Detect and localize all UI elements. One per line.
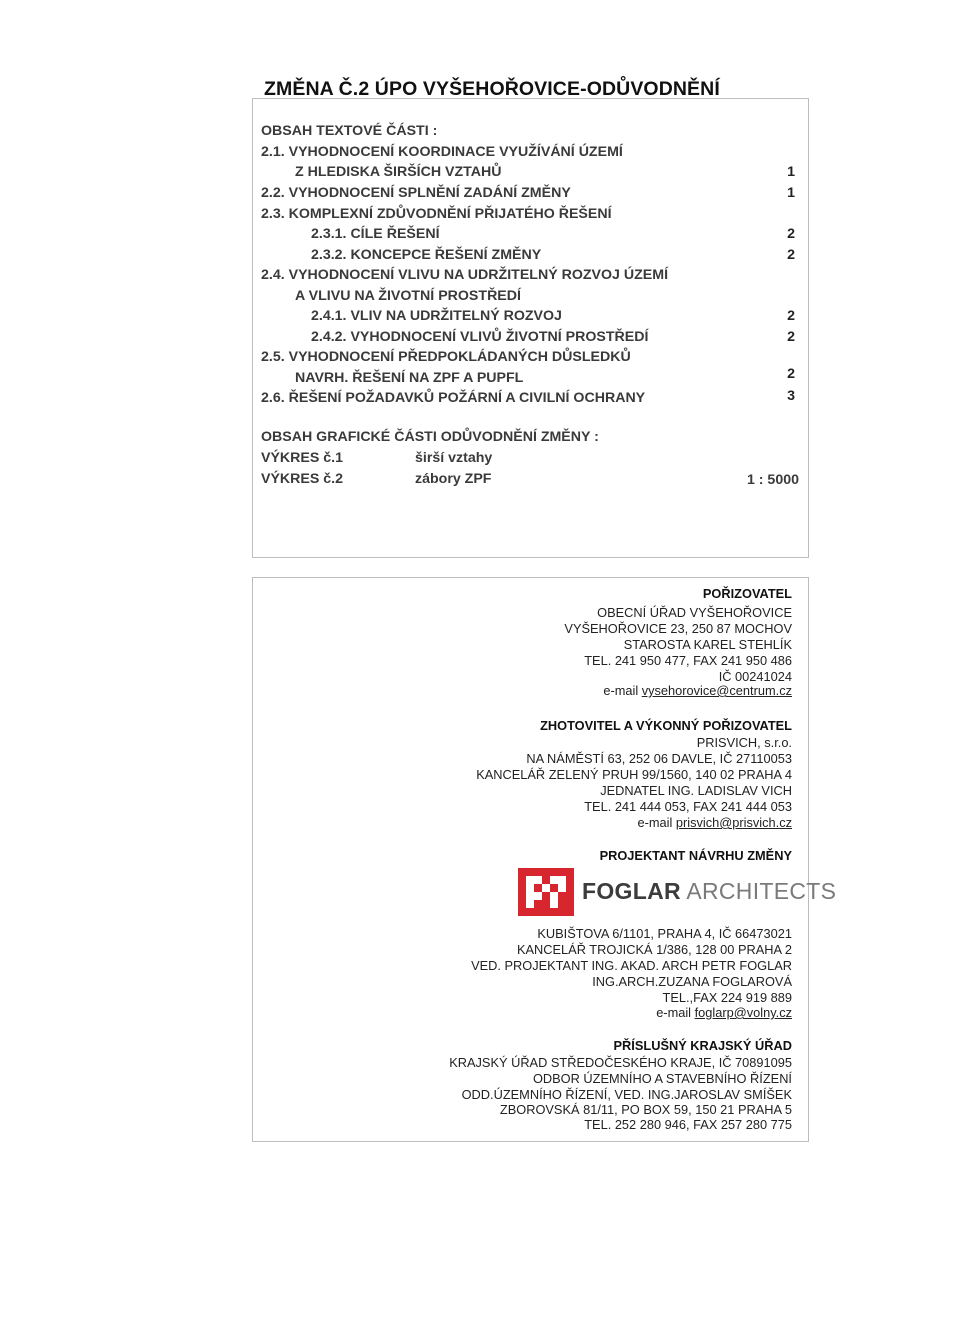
designer-line: KUBIŠTOVA 6/1101, PRAHA 4, IČ 66473021	[537, 926, 792, 941]
regional-office-heading: PŘÍSLUŠNÝ KRAJSKÝ ÚŘAD	[613, 1038, 792, 1053]
toc-box	[252, 98, 809, 558]
regional-office-line: ZBOROVSKÁ 81/11, PO BOX 59, 150 21 PRAHA 5	[499, 1102, 792, 1117]
regional-office-line: TEL. 252 280 946, FAX 257 280 775	[584, 1117, 792, 1132]
logo-text: FOGLAR ARCHITECTS	[582, 878, 837, 904]
contacts-box	[252, 577, 837, 1142]
toc-item: 2.5. VYHODNOCENÍ PŘEDPOKLÁDANÝCH DŮSLEDKŮ	[261, 349, 631, 365]
contractor-line: TEL. 241 444 053, FAX 241 444 053	[584, 799, 792, 814]
designer-line: TEL.,FAX 224 919 889	[662, 990, 792, 1005]
contractor-heading: ZHOTOVITEL A VÝKONNÝ POŘIZOVATEL	[540, 718, 792, 733]
contractor-line: JEDNATEL ING. LADISLAV VICH	[600, 783, 792, 798]
drawing-name: zábory ZPF	[415, 471, 492, 487]
toc-item: 2.3.1. CÍLE ŘEŠENÍ 2	[311, 226, 795, 242]
acquirer-email-row: e-mail vysehorovice@centrum.cz	[603, 683, 792, 698]
toc-item: 2.6. ŘEŠENÍ POŽADAVKŮ POŽÁRNÍ A CIVILNÍ OCHRANY 3	[261, 388, 795, 406]
contractor-line: PRISVICH, s.r.o.	[696, 735, 792, 750]
toc-item: Z HLEDISKA ŠIRŠÍCH VZTAHŮ 1	[295, 164, 795, 180]
drawing-label: VÝKRES č.2	[261, 471, 344, 487]
designer-email-link[interactable]: foglarp@volny.cz	[694, 1005, 792, 1020]
toc-item: 2.3. KOMPLEXNÍ ZDŮVODNĚNÍ PŘIJATÉHO ŘEŠENÍ	[261, 206, 612, 222]
regional-office-line: ODD.ÚZEMNÍHO ŘÍZENÍ, VED. ING.JAROSLAV SMÍŠEK	[461, 1087, 792, 1102]
designer-line: KANCELÁŘ TROJICKÁ 1/386, 128 00 PRAHA 2	[516, 942, 792, 957]
acquirer-line: STAROSTA KAREL STEHLÍK	[623, 637, 792, 652]
contractor-line: NA NÁMĚSTÍ 63, 252 06 DAVLE, IČ 27110053	[526, 751, 792, 766]
toc-item: 2.3.2. KONCEPCE ŘEŠENÍ ZMĚNY 2	[311, 247, 795, 263]
contractor-email-link[interactable]: prisvich@prisvich.cz	[675, 815, 792, 830]
page-title: ZMĚNA Č.2 ÚPO VYŠEHOŘOVICE-ODŮVODNĚNÍ	[264, 78, 720, 100]
toc-item: 2.4.1. VLIV NA UDRŽITELNÝ ROZVOJ 2	[311, 308, 795, 324]
drawing-label: VÝKRES č.1	[261, 450, 344, 466]
drawing-name: širší vztahy	[415, 450, 493, 466]
foglar-logo-mark-icon	[518, 868, 574, 916]
toc-item: 2.1. VYHODNOCENÍ KOORDINACE VYUŽÍVÁNÍ ÚZEMÍ	[261, 144, 623, 160]
designer-email-row: e-mail foglarp@volny.cz	[656, 1005, 792, 1020]
drawing-scale: 1 : 5000	[746, 472, 799, 488]
graphic-heading: OBSAH GRAFICKÉ ČÁSTI ODŮVODNĚNÍ ZMĚNY :	[261, 429, 599, 445]
acquirer-heading: POŘIZOVATEL	[702, 586, 792, 601]
acquirer-line: IČ 00241024	[718, 669, 792, 684]
designer-heading: PROJEKTANT NÁVRHU ZMĚNY	[599, 848, 792, 863]
contractor-line: KANCELÁŘ ZELENÝ PRUH 99/1560, 140 02 PRAHA 4	[476, 767, 792, 782]
foglar-architects-logo	[518, 868, 837, 918]
regional-office-line: ODBOR ÚZEMNÍHO A STAVEBNÍHO ŘÍZENÍ	[532, 1071, 792, 1086]
contractor-email-row: e-mail prisvich@prisvich.cz	[637, 815, 792, 830]
toc-item: 2.4.2. VYHODNOCENÍ VLIVŮ ŽIVOTNÍ PROSTŘEDÍ 2	[311, 329, 795, 345]
toc-item: 2.2. VYHODNOCENÍ SPLNĚNÍ ZADÁNÍ ZMĚNY 1	[261, 185, 795, 201]
acquirer-line: OBECNÍ ÚŘAD VYŠEHOŘOVICE	[597, 605, 792, 620]
designer-line: VED. PROJEKTANT ING. AKAD. ARCH PETR FOGLAR	[471, 958, 792, 973]
acquirer-line: VYŠEHOŘOVICE 23, 250 87 MOCHOV	[564, 621, 792, 636]
toc-item: A VLIVU NA ŽIVOTNÍ PROSTŘEDÍ	[295, 288, 521, 304]
toc-item: NAVRH. ŘEŠENÍ NA ZPF A PUPFL 2	[295, 366, 795, 386]
designer-line: ING.ARCH.ZUZANA FOGLAROVÁ	[592, 974, 792, 989]
acquirer-line: TEL. 241 950 477, FAX 241 950 486	[584, 653, 792, 668]
toc-heading: OBSAH TEXTOVÉ ČÁSTI :	[261, 123, 438, 139]
acquirer-email-link[interactable]: vysehorovice@centrum.cz	[641, 683, 792, 698]
regional-office-line: KRAJSKÝ ÚŘAD STŘEDOČESKÉHO KRAJE, IČ 70891095	[449, 1055, 792, 1070]
toc-item: 2.4. VYHODNOCENÍ VLIVU NA UDRŽITELNÝ ROZVOJ ÚZEMÍ	[261, 267, 669, 283]
